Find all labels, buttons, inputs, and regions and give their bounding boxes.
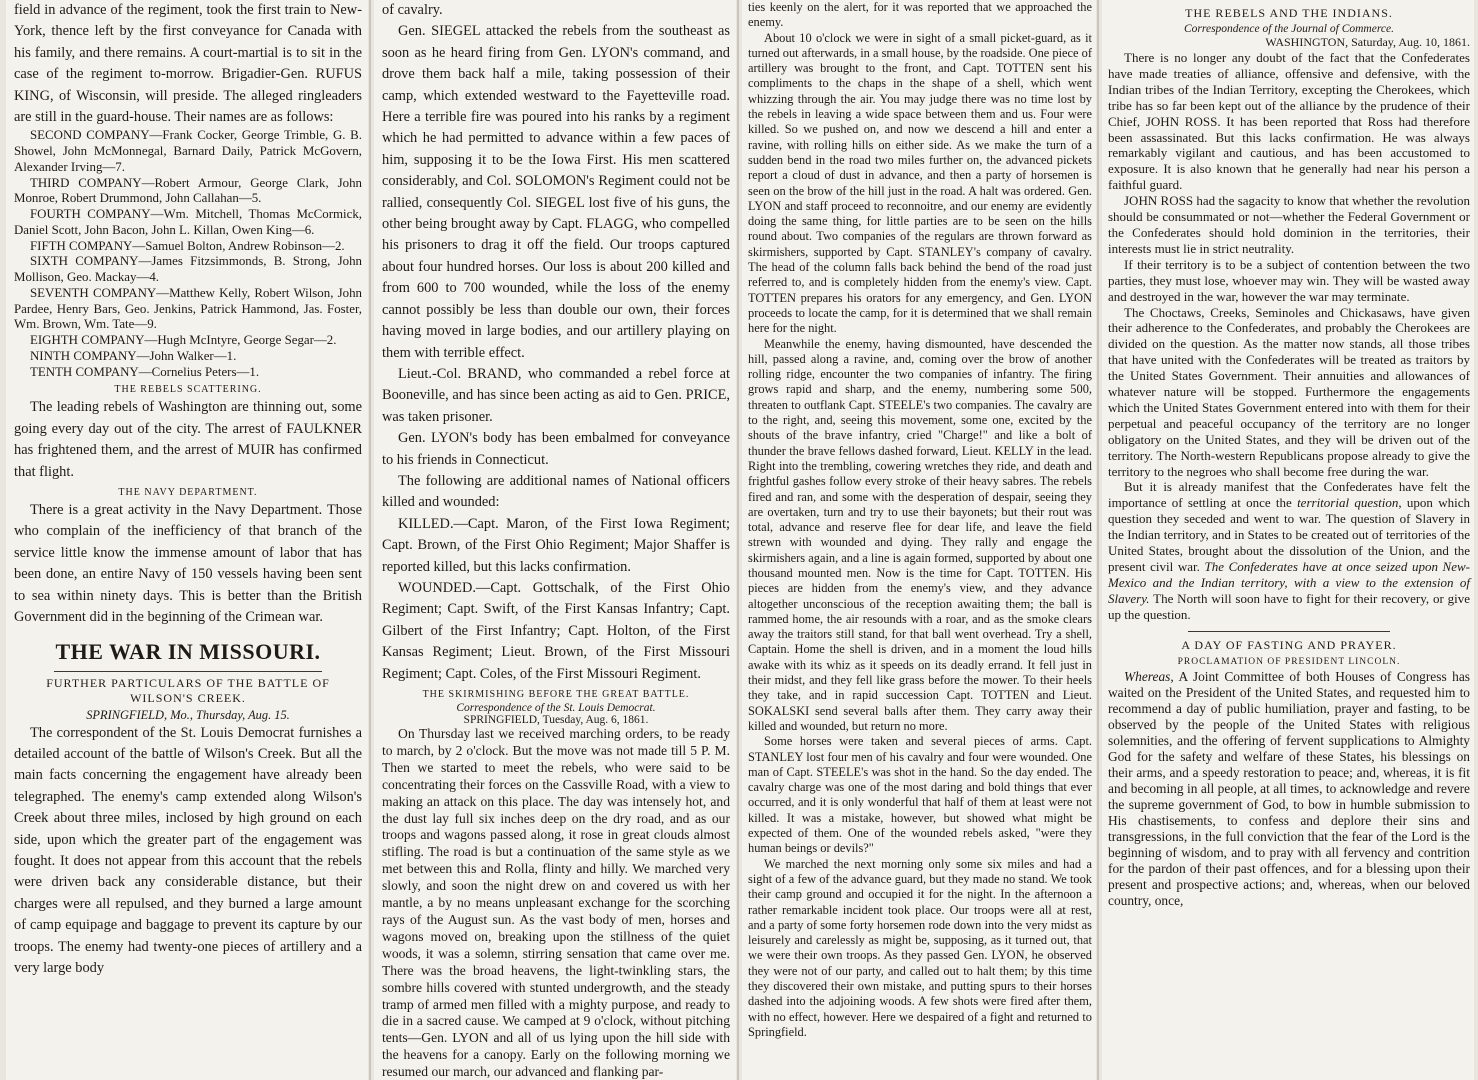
company-entry: THIRD COMPANY—Robert Armour, George Clark, John Monroe, Robert Drummond, John Callahan—5.: [14, 175, 362, 206]
col2-paragraph-0: of cavalry.: [382, 2, 443, 18]
company-entry: NINTH COMPANY—John Walker—1.: [30, 348, 237, 363]
company-entry: FIFTH COMPANY—Samuel Bolton, Andrew Robinson—2.: [30, 238, 345, 253]
col2-paragraph-1: Gen. SIEGEL attacked the rebels from the southeast as soon as he heard firing from Gen. LYON's command, and drove them back half a mile, taking possession of their camp, which extended westward to the Fayetteville road. Here a terrible fire was poured into his ranks by a regiment which he had permitted to advance within a few paces of him, supposing it to be the Iowa First. His men scattered considerably, and Col. SOLOMON's Regiment could not be rallied, consequently Col. SIEGEL lost five of his guns, the other being brought away by Capt. FLAGG, who compelled his prisoners to drag it off the field. Our troops captured about four hundred horses. Our loss is about 200 killed and from 600 to 700 wounded, while the loss of the enemy cannot possibly be less than double our own, their forces having moved in large bodies, and our artillery playing on them with terrible effect.: [382, 23, 730, 361]
column-divider: [1097, 0, 1099, 1080]
company-entry: SECOND COMPANY—Frank Cocker, George Trimble, G. B. Showel, John McMonnegal, Barnard Daily, Patrick McGovern, Alexander Irving—7.: [14, 128, 362, 174]
col1-paragraph-1: field in advance of the regiment, took the first train to New-York, thence left by the first conveyance for Canada with his family, and there remains. A court-martial is to sit in the case of the regiment to-morrow. Brigadier-Gen. RUFUS KING, of Wisconsin, will preside. The alleged ringleaders are still in the guard-house. Their names are as follows:: [14, 2, 362, 126]
correspondence-credit: Correspondence of the Journal of Commerce.: [1184, 23, 1394, 35]
company-list: [14, 128, 362, 380]
col3-paragraph-4: Some horses were taken and several pieces of arms. Capt. STANLEY lost four men of his cavalry and four were wounded. One man of Capt. STEELE's was shot in the hand. So the day ended. The cavalry charge was one of the most daring and bold things that ever occurred, and it is only wonderful that half of them at least were not killed. It was a mistake, however, but showed what might be expected of them. One of the wounded rebels asked, "were they human beings or devils?": [748, 734, 1092, 856]
subheadline-wilsons-creek: FURTHER PARTICULARS OF THE BATTLE OF WILSON'S CREEK.: [46, 675, 330, 705]
text-run: , A Joint Committee of both Houses of Congress has waited on the President of the United States, and requested him to recommend a day of public humiliation, prayer and fasting, to be observed by the people of the United States with religious solemnities, and the offering of fervent supplications to Almighty God for the safety and welfare of these States, his blessings on their arms, and a speedy restoration to peace; and, whereas, it is fit and becoming in all people, at all times, to acknowledge and revere the supreme government of God, to bow in humble submission to His chastisements, to confess and deplore their sins and transgressions, in the full conviction that the fear of the Lord is the beginning of wisdom, and to pray with all fervency and contrition for the pardon of their past offences, and for a blessing upon their present and prospective actions; and, whereas, when our beloved country, once,: [1108, 668, 1470, 908]
text-run-italic: The Confederates have at once seized upon New-Mexico and the Indian territory, with a view to the extension of Slavery.: [1108, 559, 1470, 606]
headline-rule: [54, 671, 322, 672]
col2-paragraph-2: Lieut.-Col. BRAND, who commanded a rebel force at Booneville, and has since been acting as aid to Gen. PRICE, was taken prisoner.: [382, 365, 730, 425]
column-3: [742, 0, 1096, 1080]
col3-paragraph-1: ties keenly on the alert, for it was reported that we approached the enemy.: [748, 0, 1092, 30]
correspondence-credit: Correspondence of the St. Louis Democrat.: [456, 702, 656, 714]
column-divider: [369, 0, 371, 1080]
subheading-rebels-scattering: THE REBELS SCATTERING.: [114, 384, 262, 396]
headline-day-of-fasting: A DAY OF FASTING AND PRAYER.: [1181, 637, 1397, 652]
text-run: But it is already manifest that the Confederates have felt the importance of settling at once the: [1108, 479, 1470, 511]
column-divider: [737, 0, 739, 1080]
section-rule: [1188, 631, 1390, 632]
col2-paragraph-3: Gen. LYON's body has been embalmed for conveyance to his friends in Connecticut.: [382, 430, 730, 468]
col2-paragraph-4: The following are additional names of National officers killed and wounded:: [382, 472, 730, 511]
subheading-skirmishing: THE SKIRMISHING BEFORE THE GREAT BATTLE.: [422, 689, 690, 700]
col4-paragraph-6: [1108, 669, 1470, 909]
col4-paragraph-4: The Choctaws, Creeks, Seminoles and Chickasaws, have given their adherence to the Confederates, and probably the Cherokees are divided on the question. As the matter now stands, all those tribes that have united with the Confederates will be treated as traitors by the United States Government. Their annuities and allowances of whatever nature will be stopped. Furthermore the engagements which the United States Government entered into with them for their perpetual and peaceful occupancy of the territory are no longer obligatory on the United States, and they will be driven out of the territory. The North-western Republicans propose already to give the territory to the negroes who shall become free during the war.: [1108, 304, 1470, 479]
company-entry: TENTH COMPANY—Cornelius Peters—1.: [30, 364, 260, 379]
company-entry: SIXTH COMPANY—James Fitzsimmonds, B. Strong, John Mollison, Geo. Mackay—4.: [14, 254, 362, 285]
company-entry: FOURTH COMPANY—Wm. Mitchell, Thomas McCormick, Daniel Scott, John Bacon, John L. Killan, Owen King—6.: [14, 207, 362, 237]
col2-killed-list: KILLED.—Capt. Maron, of the First Iowa Regiment; Capt. Brown, of the First Ohio Regiment; Major Shaffer is reported killed, but this lacks confirmation.: [382, 515, 730, 575]
col2-wounded-list: WOUNDED.—Capt. Gottschalk, of the First Ohio Regiment; Capt. Swift, of the First Kansas Infantry; Capt. Gilbert of the First Infantry; Capt. Holton, of the First Kansas Regiment; Lieut. Brown, of the First Missouri Regiment; Capt. Coles, of the First Missouri Regiment.: [382, 579, 730, 682]
column-1: [6, 0, 368, 1080]
company-entry: EIGHTH COMPANY—Hugh McIntyre, George Segar—2.: [30, 333, 337, 348]
col3-paragraph-5: We marched the next morning only some six miles and had a sight of a few of the advance guard, but they made no stand. We took their camp ground and occupied it for the night. In the afternoon a rather remarkable incident took place. Our troops were all at rest, and a party of some forty horsemen rode down into the very midst as leisurely and carelessly as might be, supposing, as it turned out, that we were their own troops. As they passed Gen. LYON, he observed they were not of our party, and called out to halt them; by this time they discovered their own mistake, and putting spurs to their horses dashed into the adjoining woods. A few shots were fired after them, with no effect, however. Here we despaired of a fight and returned to Springfield.: [748, 856, 1092, 1039]
headline-rebels-indians: THE REBELS AND THE INDIANS.: [1185, 6, 1393, 20]
text-run: The North will soon have to fight for their recovery, or give up the question.: [1108, 590, 1470, 622]
dateline-springfield-aug6: SPRINGFIELD, Tuesday, Aug. 6, 1861.: [463, 714, 649, 726]
dateline-springfield: SPRINGFIELD, Mo., Thursday, Aug. 15.: [86, 707, 290, 722]
col4-paragraph-3: If their territory is to be a subject of contention between the two parties, they must lose, whoever may win. They will be wasted away and destroyed in the war, however the war may terminate.: [1108, 256, 1470, 304]
text-run-italic: Whereas: [1124, 668, 1171, 684]
subheading-proclamation: PROCLAMATION OF PRESIDENT LINCOLN.: [1177, 656, 1401, 667]
dateline-washington: WASHINGTON, Saturday, Aug. 10, 1861.: [1265, 35, 1470, 49]
headline-war-in-missouri: THE WAR IN MISSOURI.: [55, 638, 321, 664]
company-entry: SEVENTH COMPANY—Matthew Kelly, Robert Wilson, John Pardee, Henry Bars, Geo. Jenkins, Patrick Hammond, Jas. Foster, Wm. Brown, Wm. Tate—9.: [14, 285, 362, 332]
column-2: [374, 0, 736, 1080]
col4-paragraph-5: [1108, 479, 1470, 622]
col3-paragraph-3: Meanwhile the enemy, having dismounted, have descended the hill, passed along a ravine, and, coming over the brow of another rolling ridge, encounter the two companies of infantry. The firing grows rapid and sharp, and the enemy, numbering some 500, threaten to outflank Capt. STEELE's two companies. The cavalry are to the right, and, seeing this movement, some one, excited by the shouts of the brave infantry, cried "Charge!" and like a bolt of thunder the brave fellows dashed forward, Lieut. KELLY in the lead. Right into the trembling, cowering wretches they ride, and death and frightful gashes follow every stroke of their heavy sabres. The rebels fired and ran, and some with the desperation of despair, seeing they are overtaken, turn and try to use their bayonets; but their rout was total, advance and reserve flee for dear life, and leave the field strewn with wounded and dying. They rally and engage the skirmishers again, and a line is again formed, supported by about one thousand mounted men. Now is the time for Capt. TOTTEN. His pieces are hidden from the enemy's view, and they advance altogether unconscious of the reception awaiting them; the ball is rammed home, the air resounds with a roar, and as the smoke clears away the traitors still stand, for that ball went overhead. Try a shell, Captain. Home the shell is driven, and in a moment the loud hills awake with its whiz as it speeds on its deadly errand. It fell just in their midst, and they fell like grass before the mower. To their heels they take, and in rapid succession Capt. TOTTEN and Lieut. SOKALSKI send several balls after them. They carry away their killed and wounded, but return no more.: [748, 336, 1092, 733]
col1-paragraph-2: The leading rebels of Washington are thinning out, some going every day out of the city. The arrest of FAULKNER has frightened them, and the arrest of MUIR has confirmed that flight.: [14, 399, 362, 480]
col1-paragraph-4: The correspondent of the St. Louis Democrat furnishes a detailed account of the battle of Wilson's Creek. But all the main facts concerning the engagement have already been telegraphed. The enemy's camp extended along Wilson's Creek about three miles, inclosed by high ground on each side, upon which the greater part of the engagement was fought. It does not appear from this account that the rebels were driven back any considerable distance, but their charges were all repulsed, and they burned a large amount of camp equipage and baggage to prevent its capture by our troops. The enemy had twenty-one pieces of artillery and a very large body: [14, 724, 362, 976]
col3-paragraph-2: About 10 o'clock we were in sight of a small picket-guard, as it turned out afterwards, in a small house, by the roadside. One piece of artillery was brought to the front, and Capt. TOTTEN sent his compliments to the chaps in the shape of a shell, which went whizzing through the air. You may judge there was no time lost by the rebels in leaving a wide space between them and us. Four were killed. So we pushed on, and now we descend a hill and enter a ravine, with rolling hills on either side. As we make the turn of a sudden bend in the road two miles further on, the advanced pickets report a cloud of dust in advance, and then a party of horsemen is seen on the brow of the hill just in the road. A halt was ordered. Gen. LYON and staff proceed to reconnoitre, and our enemy are evidently doing the same thing, for little parties are to be seen on the hills round about. Two companies of the regulars are thrown forward as skirmishers, supported by Capt. STANLEY's company of cavalry. The head of the column falls back behind the bend of the road just referred to, and is completely hidden from the enemy's view. Capt. TOTTEN prepares his orators for any emergency, and Gen. LYON proceeds to locate the camp, for it is determined that we shall remain here for the night.: [748, 30, 1092, 336]
column-4: [1102, 0, 1474, 1080]
col4-paragraph-2: JOHN ROSS had the sagacity to know that whether the revolution should be consummated or not—whether the Federal Government or the Confederates should hold dominion in the territories, their interests must lie in strict neutrality.: [1108, 193, 1470, 256]
col4-paragraph-1: There is no longer any doubt of the fact that the Confederates have made treaties of alliance, offensive and defensive, with the Indian tribes of the Indian Territory, excepting the Cherokees, which tribe has so far been kept out of the alliance by the prudence of their Chief, JOHN ROSS. It has been reported that Ross had therefore been assassinated. But this lacks confirmation. He was always remarkably vigilant and cautious, and has been accustomed to exposure. It is also known that he generally had near his person a faithful guard.: [1108, 50, 1470, 193]
col2-paragraph-7: On Thursday last we received marching orders, to be ready to march, by 2 o'clock. But the move was not made till 5 P. M. Then we started to meet the rebels, who were said to be concentrating their forces on the Cassville Road, with a view to making an attack on this place. The day was intensely hot, and the dust lay full six inches deep on the dry road, and as our troops and wagons passed along, it rose in great clouds almost stifling. The road is but a continuation of the same style as we met between this and Rolla, flinty and hilly. We marched very slowly, and soon the night drew on and covered us with her mantle, a by no means unpleasant exchange for the scorching rays of the August sun. As the vast body of men, horses and wagons moved on, breaking upon the stillness of the quiet woods, it was a solemn, stirring sensation that came over me. There was the broad heavens, the light-twinkling stars, the sombre hills covered with stunted undergrowth, and the steady tramp of armed men filled with a mighty purpose, and ready to die in a sacred cause. We camped at 9 o'clock, without pitching tents—Gen. LYON and all of us lying upon the hill side with the heavens for a canopy. Early on the following morning we resumed our march, our advanced and flanking par-: [382, 726, 730, 1080]
subheading-navy-department: THE NAVY DEPARTMENT.: [118, 487, 258, 499]
text-run-italic: territorial question: [1297, 495, 1399, 511]
col1-paragraph-3: There is a great activity in the Navy Department. Those who complain of the inefficiency of that branch of the service little know the immense amount of labor that has been done, an entire Navy of 150 vessels having been sent to sea within ninety days. This is better than the British Government did in the beginning of the Crimean war.: [14, 502, 362, 626]
text-run: , upon which question they seceded and went to war. The question of Slavery in the Indian territory, and in States to be created out of territories of the United States, brought about the dissolution of the Union, and the present civil war.: [1108, 495, 1470, 574]
